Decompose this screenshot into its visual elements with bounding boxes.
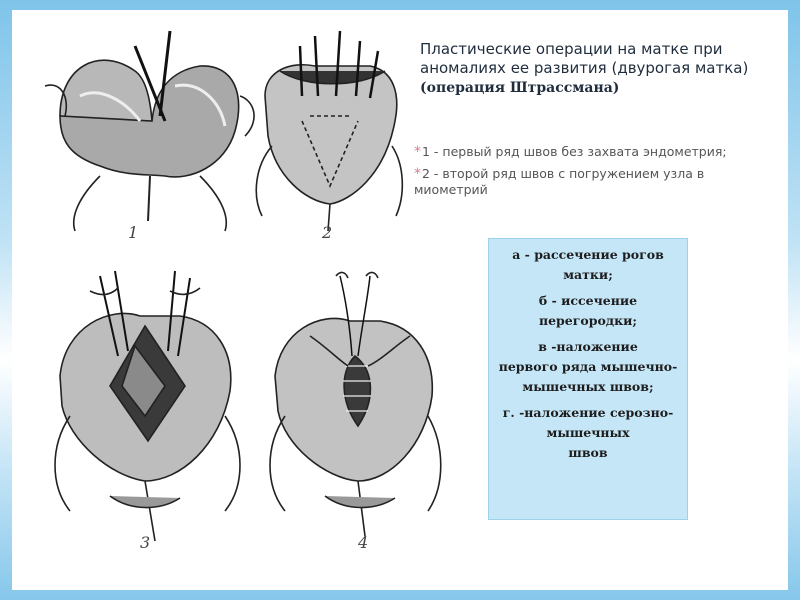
title-sub: (операция Штрассмана): [420, 80, 620, 96]
bullet-text-1: 1 - первый ряд швов без захвата эндометрия;: [422, 144, 727, 159]
steps-box: [488, 238, 688, 520]
bullet-star-icon: *: [414, 166, 421, 182]
uterus-surgery-illustration-bottom: [40, 266, 460, 556]
step-c-line1: в -наложение: [538, 339, 638, 354]
step-c-line2: первого ряда мышечно-мышечных швов;: [498, 359, 678, 394]
step-d-line2: швов: [568, 445, 608, 460]
uterus-drawing-3-4: [40, 266, 460, 556]
title-main: Пластические операции на матке при аномалиях ее развития (двурогая матка): [420, 40, 749, 77]
bullet-list: [414, 144, 774, 203]
slide-title: [420, 40, 780, 98]
slide: [12, 10, 788, 590]
bullet-item-2: [414, 166, 774, 197]
figure-label-3: 3: [140, 533, 151, 552]
step-a: а - рассечение рогов матки;: [512, 247, 664, 282]
uterus-drawing-1-2: [40, 26, 405, 248]
uterus-surgery-illustration-top: [40, 26, 405, 248]
bullet-text-2: 2 - второй ряд швов с погружением узла в миометрий: [414, 166, 705, 197]
bullet-star-icon: *: [414, 144, 421, 160]
figure-label-4: 4: [358, 533, 369, 552]
figure-label-2: 2: [322, 223, 333, 242]
step-b: б - иссечение перегородки;: [538, 293, 638, 328]
figure-label-1: 1: [128, 223, 139, 242]
step-d-line1: г. -наложение серозно-мышечных: [502, 405, 674, 440]
bullet-item-1: [414, 144, 774, 160]
